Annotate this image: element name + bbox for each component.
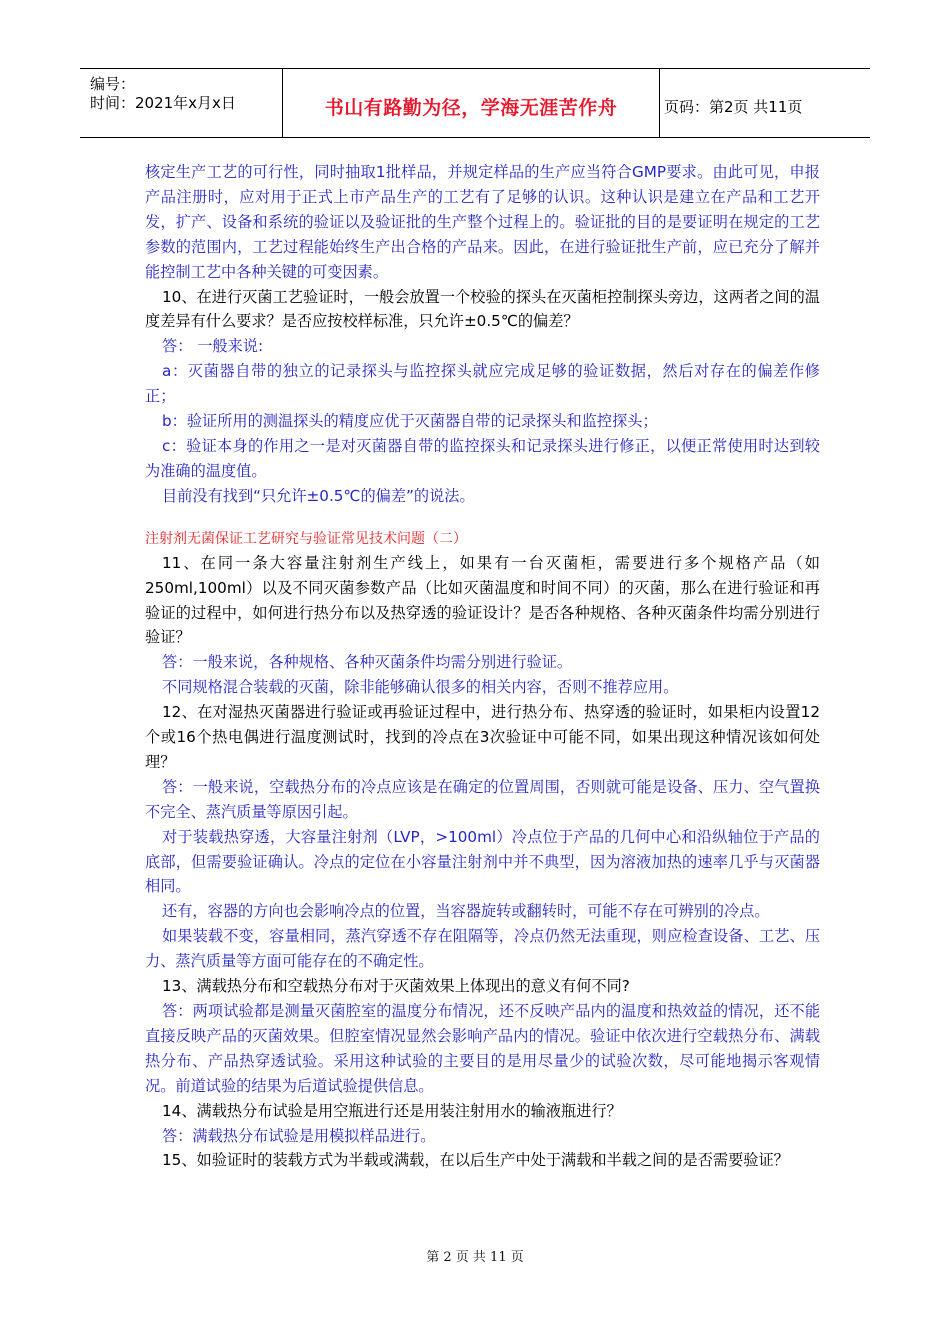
body-paragraph: 答：两项试验都是测量灭菌腔室的温度分布情况，还不反映产品内的温度和热效益的情况，还不能直接反映产品的灭菌效果。但腔室情况显然会影响产品内的情况。验证中依次进行空载热分布、满载热分布、产品热穿透试验。采用这种试验的主要目的是用尽量少的试验次数，尽可能地揭示客观情况。前道试验的结果为后道试验提供信息。 — [145, 1002, 820, 1095]
body-paragraph: b：验证所用的测温探头的精度应优于灭菌器自带的记录探头和监控探头； — [162, 412, 658, 431]
body-paragraph: 不同规格混合装载的灭菌，除非能够确认很多的相关内容，否则不推荐应用。 — [162, 678, 679, 697]
body-paragraph: c：验证本身的作用之一是对灭菌器自带的监控探头和记录探头进行修正，以便正常使用时达到较为准确的温度值。 — [145, 436, 820, 480]
body-paragraph: 答：满载热分布试验是用模拟样品进行。 — [162, 1126, 436, 1145]
body-paragraph: 13、满载热分布和空载热分布对于灭菌效果上体现出的意义有何不同? — [162, 977, 630, 996]
section-title: 注射剂无菌保证工艺研究与验证常见技术问题（二） — [145, 530, 467, 547]
body-paragraph: 还有，容器的方向也会影响冷点的位置，当容器旋转或翻转时，可能不存在可辨别的冷点。 — [162, 902, 770, 921]
body-paragraph: 答：一般来说，各种规格、各种灭菌条件均需分别进行验证。 — [162, 653, 573, 672]
document-body — [145, 160, 820, 1173]
body-paragraph: 目前没有找到“只允许±0.5℃的偏差”的说法。 — [162, 486, 475, 505]
document-date-label: 时间：2021年x月x日 — [90, 94, 236, 112]
body-paragraph: a：灭菌器自带的独立的记录探头与监控探头就应完成足够的验证数据，然后对存在的偏差作修正； — [145, 362, 820, 406]
page-footer: 第 2 页 共 11 页 — [426, 1250, 524, 1265]
body-paragraph: 核定生产工艺的可行性，同时抽取1批样品，并规定样品的生产应当符合GMP要求。由此可见，申报产品注册时，应对用于正式上市产品生产的工艺有了足够的认识。这种认识是建立在产品和工艺开发，扩产、设备和系统的验证以及验证批的生产整个过程上的。验证批的目的是要证明在规定的工艺参数的范围内，工艺过程能始终生产出合格的产品来。因此，在进行验证批生产前，应已充分了解并能控制工艺中各种关键的可变因素。 — [145, 163, 820, 281]
body-paragraph: 如果装载不变，容量相同，蒸汽穿透不存在阻隔等，冷点仍然无法重现，则应检查设备、工艺、压力、蒸汽质量等方面可能存在的不确定性。 — [145, 927, 820, 971]
body-paragraph: 10、在进行灭菌工艺验证时，一般会放置一个校验的探头在灭菌柜控制探头旁边，这两者之间的温度差异有什么要求？是否应按校样标准，只允许±0.5℃的偏差？ — [145, 287, 820, 331]
body-paragraph: 答： 一般来说: — [162, 337, 264, 356]
body-paragraph: 答：一般来说，空载热分布的冷点应该是在确定的位置周围，否则就可能是设备、压力、空气置换不完全、蒸汽质量等原因引起。 — [145, 777, 820, 821]
header-motto-cell — [283, 69, 660, 137]
body-paragraph: 11、在同一条大容量注射剂生产线上，如果有一台灭菌柜，需要进行多个规格产品（如250ml,100ml）以及不同灭菌参数产品（比如灭菌温度和时间不同）的灭菌，那么在进行验证和再验证的过程中，如何进行热分布以及热穿透的验证设计？是否各种规格、各种灭菌条件均需分别进行验证？ — [145, 553, 820, 647]
body-paragraph: 15、如验证时的装载方式为半载或满载，在以后生产中处于满载和半载之间的是否需要验证？ — [162, 1151, 789, 1170]
page-header — [80, 68, 870, 138]
header-motto: 书山有路勤为径，学海无涯苦作舟 — [324, 97, 618, 119]
header-page-cell — [660, 69, 870, 137]
body-paragraph: 12、在对湿热灭菌器进行验证或再验证过程中，进行热分布、热穿透的验证时，如果柜内设置12个或16个热电偶进行温度测试时，找到的冷点在3次验证中可能不同，如果出现这种情况该如何处理？ — [145, 703, 820, 771]
body-paragraph: 14、满载热分布试验是用空瓶进行还是用装注射用水的输液瓶进行？ — [162, 1101, 622, 1120]
document-code-label: 编号： — [90, 75, 136, 93]
header-page-info: 页码：第2页 共11页 — [664, 98, 803, 116]
header-meta-cell — [80, 69, 283, 137]
body-paragraph: 对于装载热穿透，大容量注射剂（LVP，>100ml）冷点位于产品的几何中心和沿纵轴位于产品的底部，但需要验证确认。冷点的定位在小容量注射剂中并不典型，因为溶液加热的速率几乎与灭菌器相同。 — [145, 827, 820, 896]
